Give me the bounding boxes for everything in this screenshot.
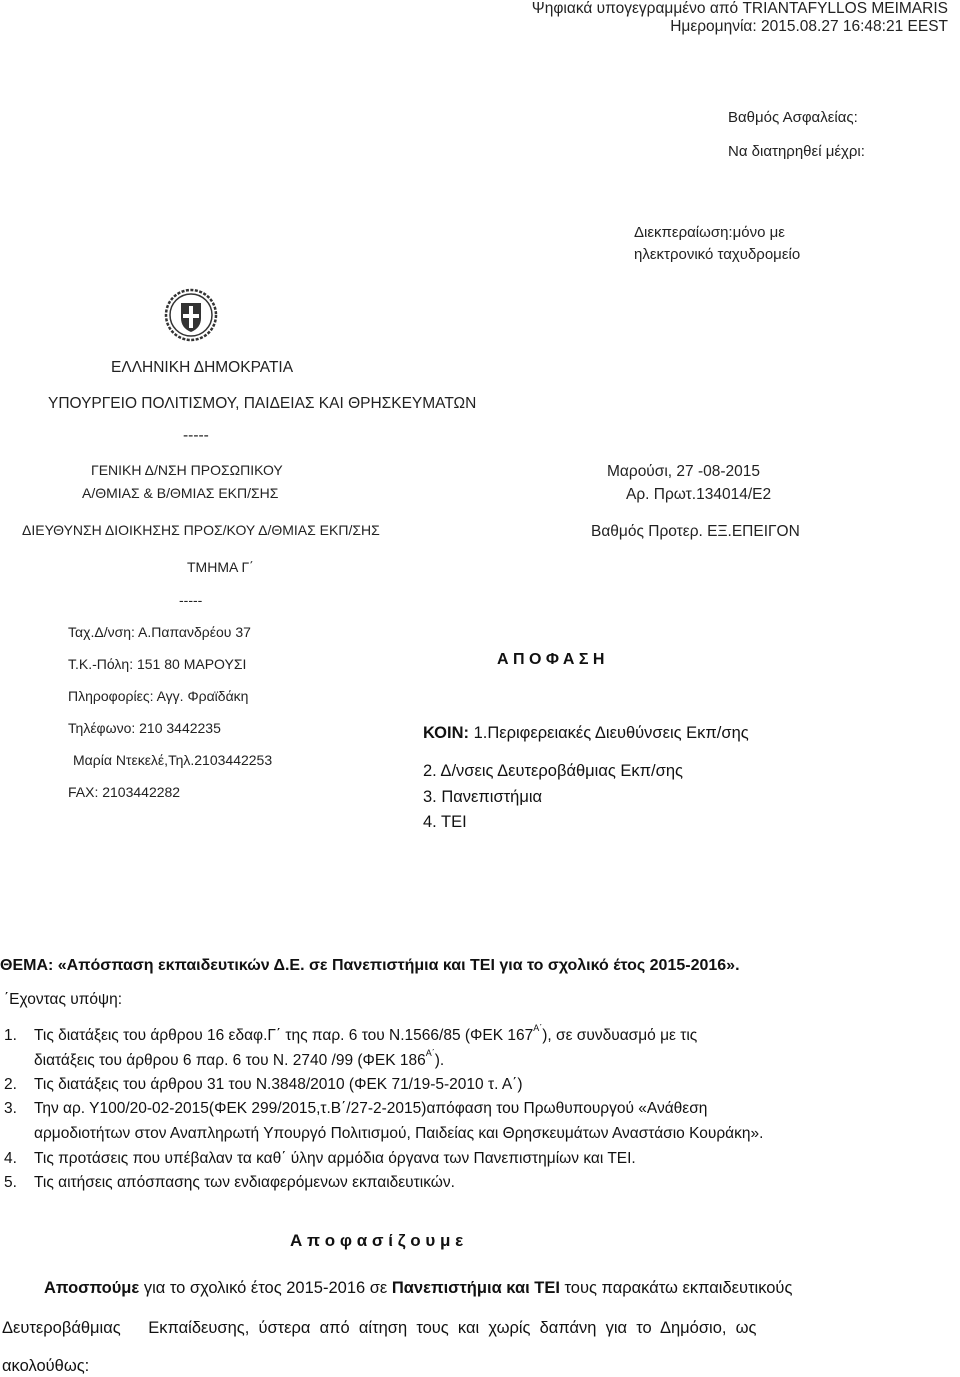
list-item-4-number: 4. [4, 1150, 17, 1167]
list-item-2 [4, 1076, 523, 1094]
koin-item-3: 3. Πανεπιστήμια [423, 788, 543, 806]
info-contact: Πληροφορίες: Αγγ. Φραϊδάκη [68, 688, 249, 704]
general-directorate-line-1: ΓΕΝΙΚΗ Δ/ΝΣΗ ΠΡΟΣΩΠΙΚΟΥ [91, 462, 283, 478]
decision-heading: Α Π Ο Φ Α Σ Η [497, 651, 605, 668]
department: ΤΜΗΜΑ Γ΄ [187, 559, 254, 575]
list-item-1-text-d: ). [434, 1052, 445, 1069]
final-bold-2: Πανεπιστήμια και ΤΕΙ [391, 1279, 560, 1297]
final-paragraph-line-3: ακολούθως: [2, 1357, 90, 1375]
list-item-2-text: Τις διατάξεις του άρθρου 31 του Ν.3848/2010 (ΦΕΚ 71/19-5-2010 τ. Α΄) [34, 1076, 523, 1093]
koin-item-1: 1.Περιφερειακές Διευθύνσεις Εκπ/σης [473, 724, 749, 742]
keep-until: Να διατηρηθεί μέχρι: [728, 143, 865, 160]
list-item-2-number: 2. [4, 1076, 17, 1093]
signature-line-1: Ψηφιακά υπογεγραμμένο από TRIANTAFYLLOS MEIMARIS [531, 0, 948, 17]
koin-line-1 [423, 724, 749, 743]
processing-line-2: ηλεκτρονικό ταχυδρομείο [634, 246, 801, 263]
list-item-1-text-b: ), σε συνδυασμό με τις [542, 1027, 698, 1044]
list-item-1-text-a: Τις διατάξεις του άρθρου 16 εδαφ.Γ΄ της παρ. 6 του Ν.1566/85 (ΦΕΚ 167 [34, 1027, 534, 1044]
list-item-5 [4, 1174, 455, 1192]
koin-item-2: 2. Δ/νσεις Δευτεροβάθμιας Εκπ/σης [423, 762, 683, 780]
general-directorate-line-2: Α/ΘΜΙΑΣ & Β/ΘΜΙΑΣ ΕΚΠ/ΣΗΣ [82, 485, 279, 501]
fax: FAX: 2103442282 [68, 784, 181, 800]
date: Μαρούσι, 27 -08-2015 [607, 463, 761, 480]
list-item-5-text: Τις αιτήσεις απόσπασης των ενδιαφερόμενων εκπαιδευτικών. [34, 1174, 455, 1191]
list-item-1-sup-2: Α΄ [425, 1048, 435, 1058]
signature-line-2: Ημερομηνία: 2015.08.27 16:48:21 EEST [670, 18, 948, 35]
list-item-1-line-2 [34, 1048, 445, 1070]
list-item-4-text: Τις προτάσεις που υπέβαλαν τα καθ΄ ύλην αρμόδια όργανα των Πανεπιστημίων και ΤΕΙ. [34, 1150, 636, 1167]
list-item-3-number: 3. [4, 1100, 17, 1117]
list-item-5-number: 5. [4, 1174, 17, 1191]
greek-coat-of-arms-icon [164, 288, 218, 342]
separator-2: ----- [179, 592, 203, 608]
decide-heading: Α π ο φ α σ ί ζ ο υ μ ε [290, 1231, 464, 1250]
final-paragraph-line-2: Δευτεροβάθμιας Εκπαίδευσης, ύστερα από αίτηση τους και χωρίς δαπάνη για το Δημόσιο, ως [2, 1319, 757, 1337]
final-text-1: για το σχολικό έτος 2015-2016 σε [139, 1279, 392, 1297]
considering: ΄Εχοντας υπόψη: [4, 991, 122, 1008]
koin-item-4: 4. ΤΕΙ [423, 813, 467, 831]
list-item-1-text-c: διατάξεις του άρθρου 6 παρ. 6 του Ν. 2740 /99 (ΦΕΚ 186 [34, 1052, 426, 1069]
list-item-3-line-2: αρμοδιοτήτων στον Αναπληρωτή Υπουργό Πολιτισμού, Παιδείας και Θρησκευμάτων Αναστάσιο Κουράκη». [34, 1125, 764, 1142]
ministry-name: ΥΠΟΥΡΓΕΙΟ ΠΟΛΙΤΙΣΜΟΥ, ΠΑΙΔΕΙΑΣ ΚΑΙ ΘΡΗΣΚΕΥΜΑΤΩΝ [48, 395, 477, 412]
subject: ΘΕΜΑ: «Απόσπαση εκπαιδευτικών Δ.Ε. σε Πανεπιστήμια και ΤΕΙ για το σχολικό έτος 2015-2016». [0, 957, 740, 974]
priority: Βαθμός Προτερ. ΕΞ.ΕΠΕΙΓΟΝ [591, 523, 800, 540]
list-item-1-line-1 [4, 1023, 698, 1045]
koin-label: ΚΟΙΝ: [423, 724, 469, 742]
list-item-3-line-1 [4, 1100, 707, 1118]
country-name: ΕΛΛΗΝΙΚΗ ΔΗΜΟΚΡΑΤΙΑ [111, 359, 294, 376]
final-paragraph-line-1 [44, 1279, 792, 1298]
address: Ταχ.Δ/νση: Α.Παπανδρέου 37 [68, 624, 251, 640]
phone: Τηλέφωνο: 210 3442235 [68, 720, 221, 736]
list-item-1-sup: Α΄ [533, 1023, 543, 1033]
separator: ----- [183, 427, 209, 444]
processing-line-1: Διεκπεραίωση:μόνο με [634, 224, 785, 241]
directorate: ΔΙΕΥΘΥΝΣΗ ΔΙΟΙΚΗΣΗΣ ΠΡΟΣ/ΚΟΥ Δ/ΘΜΙΑΣ ΕΚΠ/ΣΗΣ [22, 522, 380, 538]
digital-signature [532, 0, 948, 36]
final-text-2: τους παρακάτω εκπαιδευτικούς [559, 1279, 793, 1297]
phone-2: Μαρία Ντεκελέ,Τηλ.2103442253 [73, 752, 273, 768]
list-item-1-number: 1. [4, 1027, 17, 1044]
list-item-3-text-a: Την αρ. Υ100/20-02-2015(ΦΕΚ 299/2015,τ.Β΄/27-2-2015)απόφαση του Πρωθυπουργού «Ανάθεση [34, 1100, 708, 1117]
postal-code: Τ.Κ.-Πόλη: 151 80 ΜΑΡΟΥΣΙ [68, 656, 247, 672]
protocol-number: Αρ. Πρωτ.134014/Ε2 [626, 486, 772, 503]
security-grade: Βαθμός Ασφαλείας: [728, 109, 858, 126]
list-item-4 [4, 1150, 636, 1168]
final-bold-1: Αποσπούμε [44, 1279, 140, 1297]
